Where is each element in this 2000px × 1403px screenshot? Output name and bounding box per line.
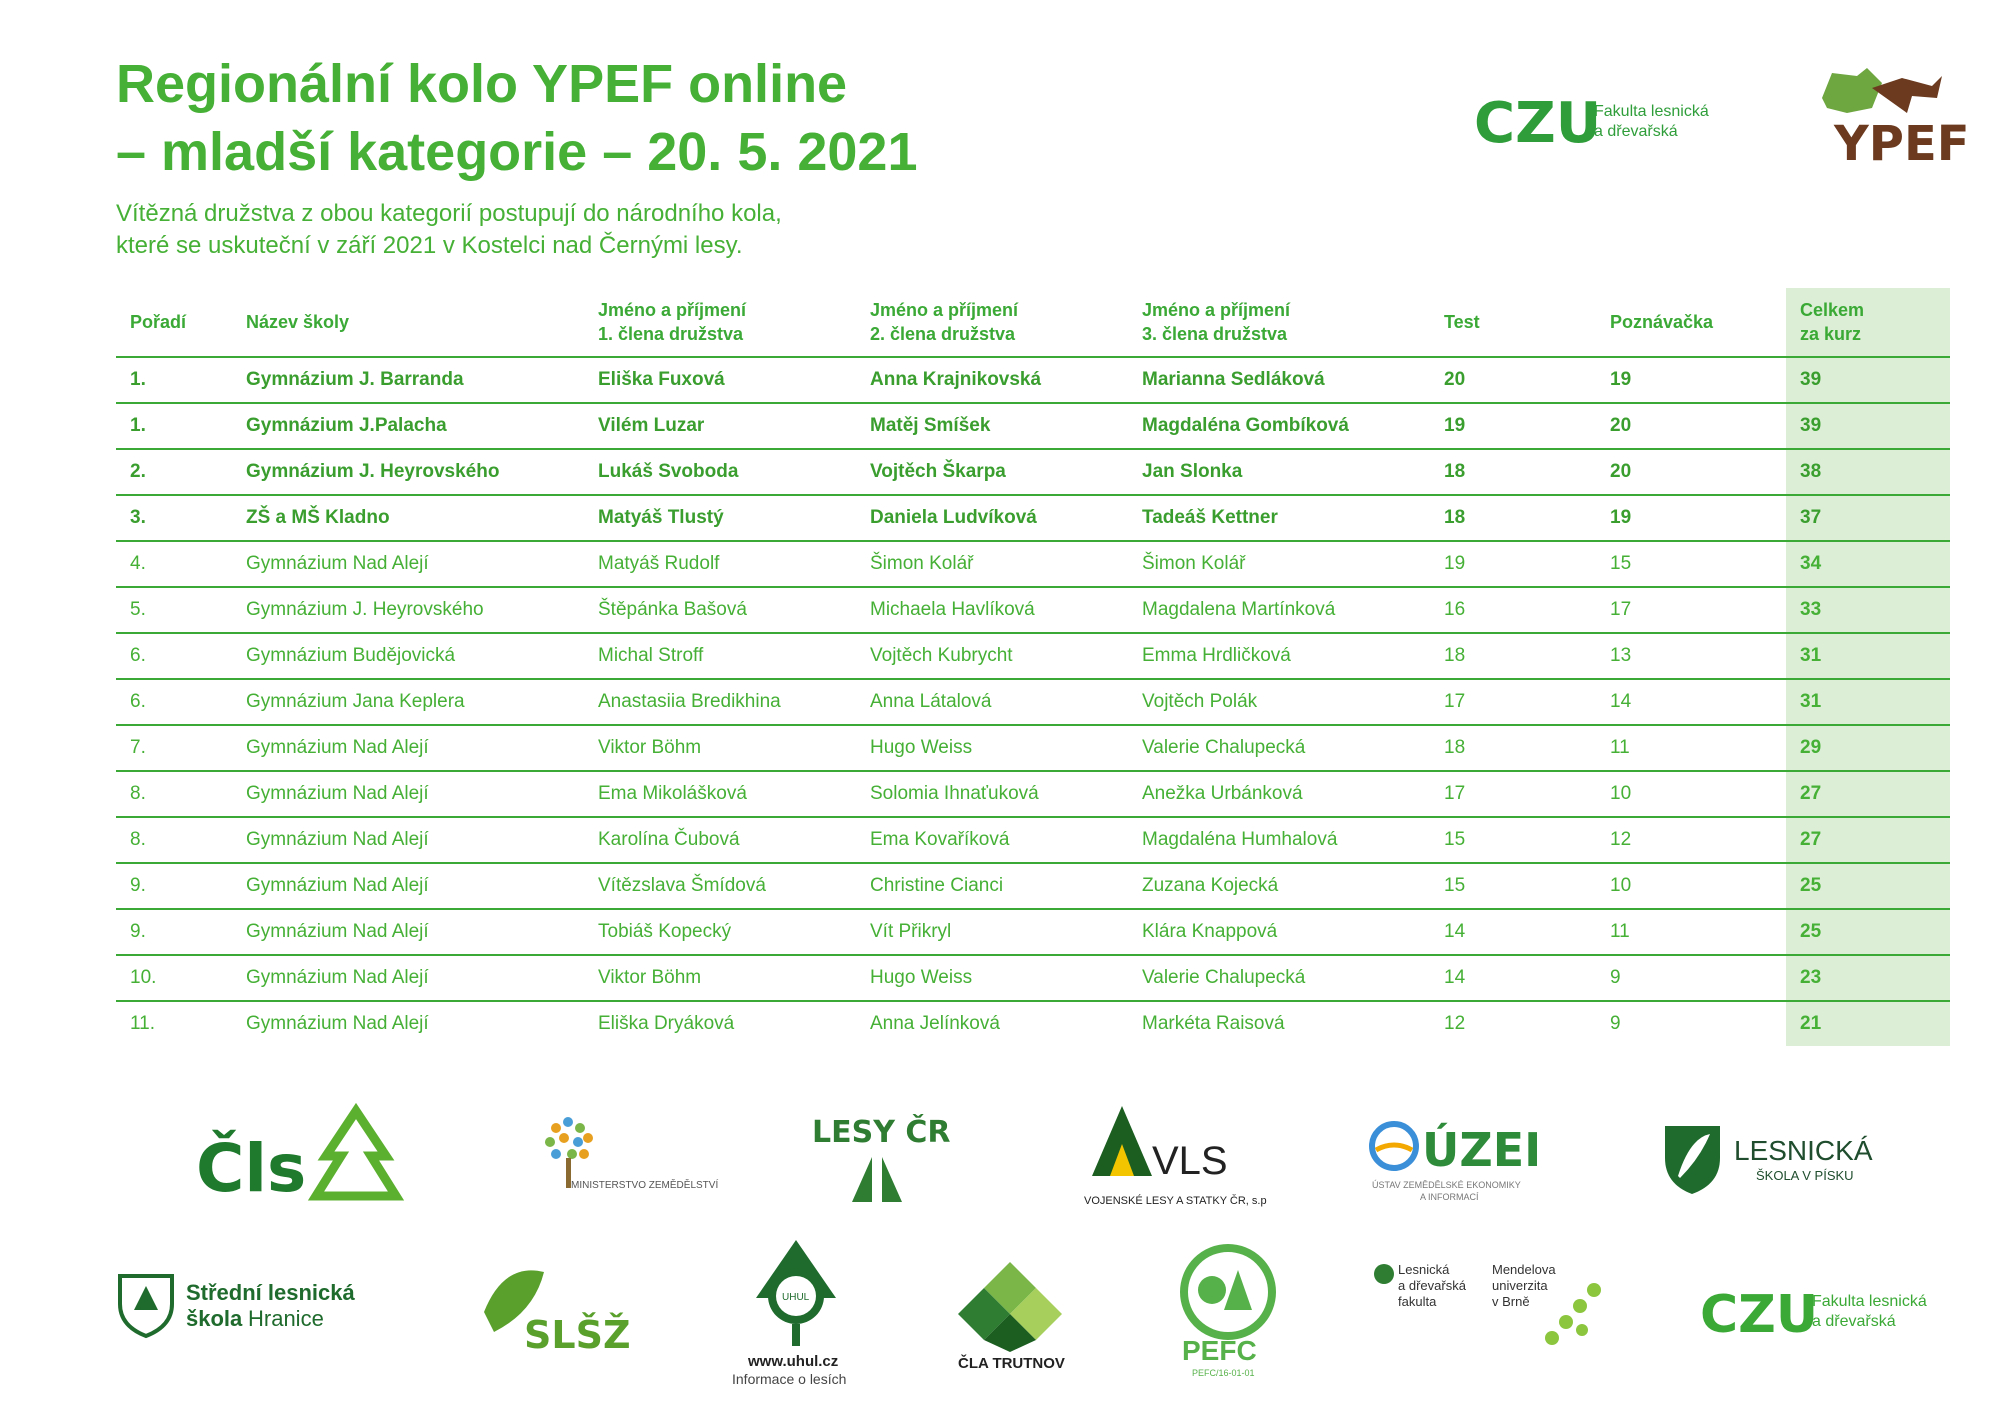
total-score-cell: 31 [1786,679,1950,725]
member-3-cell: Markéta Raisová [1142,1013,1285,1034]
header-rank: Pořadí [116,288,232,357]
member-2-cell: Vojtěch Škarpa [856,449,1128,495]
svg-text:www.uhul.cz: www.uhul.cz [748,1353,839,1370]
header-total: Celkem za kurz [1786,288,1950,357]
rank-cell: 5. [116,587,232,633]
table-row [116,817,1950,863]
quiz-score-cell: 15 [1596,541,1786,587]
title-line-2: – mladší kategorie – 20. 5. 2021 [116,122,918,182]
slsz-logo [474,1262,644,1367]
header-test: Test [1430,288,1596,357]
quiz-score-cell: 17 [1596,587,1786,633]
lesnicka-logo-text: LESNICKÁ [1734,1135,1873,1166]
total-score-cell: 23 [1786,955,1950,1001]
member-1-cell: Eliška Fuxová [584,357,856,403]
svg-text:fakulta: fakulta [1398,1294,1437,1309]
header-quiz: Poznávačka [1596,288,1786,357]
table-row [116,771,1950,817]
test-score-cell: 20 [1430,357,1596,403]
cls-logo-text: Čls [196,1130,307,1207]
member-1-cell: Vilém Luzar [584,403,856,449]
svg-text:Fakulta lesnická: Fakulta lesnická [1812,1293,1927,1310]
quiz-score-cell: 19 [1596,495,1786,541]
svg-text:Mendelova: Mendelova [1492,1262,1556,1277]
quiz-score-cell: 10 [1596,771,1786,817]
member-1-cell: Viktor Böhm [584,725,856,771]
vls-logo [1082,1104,1302,1219]
total-score-cell: 39 [1786,403,1950,449]
svg-text:PEFC/16-01-01: PEFC/16-01-01 [1192,1368,1255,1378]
pefc-circle-icon [1184,1248,1272,1336]
lesnicka-skola-pisek-logo [1660,1118,1890,1203]
member-2-cell: Matěj Smíšek [856,403,1128,449]
school-cell: Gymnázium Jana Keplera [232,679,584,725]
rank-cell: 4. [116,541,232,587]
svg-text:v Brně: v Brně [1492,1294,1530,1309]
recycle-tree-icon [316,1111,396,1196]
test-score-cell: 14 [1430,909,1596,955]
test-score-cell: 12 [1444,1013,1466,1034]
header-member-2: Jméno a příjmení 2. člena družstva [856,288,1128,357]
header-member-3: Jméno a příjmení 3. člena družstva [1128,288,1430,357]
total-score-cell: 38 [1786,449,1950,495]
mendel-logo [1372,1260,1622,1365]
test-score-cell: 19 [1430,403,1596,449]
member-2-cell: Daniela Ludvíková [856,495,1128,541]
quiz-score-cell: 10 [1596,863,1786,909]
member-2-cell: Anna Jelínková [870,1013,1000,1034]
rank-cell: 1. [116,357,232,403]
lesycr-mark-icon [852,1157,902,1202]
member-1-cell: Ema Mikolášková [584,771,856,817]
czu-logo-mark: CZU [1474,91,1602,156]
svg-text:A INFORMACÍ: A INFORMACÍ [1420,1192,1479,1202]
total-score-cell: 29 [1786,725,1950,771]
header-member-1: Jméno a příjmení 1. člena družstva [584,288,856,357]
total-score-cell: 33 [1786,587,1950,633]
test-score-cell: 18 [1430,633,1596,679]
member-2-cell: Anna Látalová [856,679,1128,725]
total-score-cell: 25 [1786,909,1950,955]
table-row [116,909,1950,955]
school-cell: Gymnázium J. Barranda [232,357,584,403]
total-score-cell: 39 [1786,357,1950,403]
member-2-cell: Hugo Weiss [856,725,1128,771]
member-3-cell: Valerie Chalupecká [1128,725,1430,771]
school-cell: Gymnázium J. Heyrovského [232,449,584,495]
rank-cell: 8. [116,817,232,863]
member-3-cell: Šimon Kolář [1128,541,1430,587]
school-cell: Gymnázium Nad Alejí [232,771,584,817]
member-2-cell: Hugo Weiss [856,955,1128,1001]
test-score-cell: 16 [1430,587,1596,633]
rank-cell: 10. [116,955,232,1001]
member-3-cell: Klára Knappová [1128,909,1430,955]
rank-cell: 1. [116,403,232,449]
svg-text:Lesnická: Lesnická [1398,1262,1450,1277]
table-row [116,679,1950,725]
quiz-score-cell: 19 [1596,357,1786,403]
member-1-cell: Viktor Böhm [584,955,856,1001]
total-score-cell: 27 [1786,817,1950,863]
rank-cell: 11. [130,1013,156,1034]
test-score-cell: 14 [1430,955,1596,1001]
table-row [116,725,1950,771]
svg-text:CZU: CZU [1700,1285,1819,1345]
member-3-cell: Magdaléna Gombíková [1128,403,1430,449]
member-3-cell: Marianna Sedláková [1128,357,1430,403]
school-cell: Gymnázium J. Heyrovského [232,587,584,633]
subtitle-line-2: které se uskuteční v září 2021 v Kostelci nad Černými lesy. [116,232,743,259]
member-3-cell: Valerie Chalupecká [1128,955,1430,1001]
svg-text:Hranice: Hranice [248,1306,324,1331]
quiz-score-cell: 11 [1596,725,1786,771]
svg-text:PEFC: PEFC [1182,1335,1257,1366]
school-cell: Gymnázium Budějovická [232,633,584,679]
svg-text:ČLA TRUTNOV: ČLA TRUTNOV [958,1355,1065,1372]
rank-cell: 9. [116,909,232,955]
member-3-cell: Vojtěch Polák [1128,679,1430,725]
member-1-cell: Anastasiia Bredikhina [584,679,856,725]
total-score-cell: 31 [1786,633,1950,679]
member-1-cell: Karolína Čubová [584,817,856,863]
quiz-score-cell: 9 [1596,955,1786,1001]
member-2-cell: Christine Cianci [856,863,1128,909]
test-score-cell: 15 [1430,817,1596,863]
vls-logo-subtext: VOJENSKÉ LESY A STATKY ČR, s.p [1084,1195,1267,1207]
school-cell: Gymnázium Nad Alejí [232,725,584,771]
school-cell: Gymnázium J.Palacha [232,403,584,449]
lesycr-logo-text: LESY ČR [812,1115,951,1150]
page-subtitle [116,198,782,262]
uhul-logo [726,1238,866,1393]
vls-logo-text: VLS [1152,1139,1228,1183]
svg-text:Informace o lesích: Informace o lesích [732,1371,847,1387]
lesycr-logo [812,1112,951,1217]
table-row [116,449,1950,495]
total-score-cell: 27 [1786,771,1950,817]
svg-text:ŠKOLA V PÍSKU: ŠKOLA V PÍSKU [1756,1168,1854,1183]
table-row [116,955,1950,1001]
table-header-row [116,288,1950,357]
rank-cell: 2. [116,449,232,495]
member-3-cell: Jan Slonka [1128,449,1430,495]
results-table [116,288,1950,1046]
pefc-logo [1172,1240,1292,1385]
test-score-cell: 19 [1430,541,1596,587]
czu-logo-bottom [1700,1282,1970,1347]
member-3-cell: Magdalena Martínková [1128,587,1430,633]
header-school: Název školy [232,288,584,357]
school-cell: Gymnázium Nad Alejí [246,1013,429,1034]
subtitle-line-1: Vítězná družstva z obou kategorií postupují do národního kola, [116,200,782,227]
uzei-logo-text: ÚZEI [1422,1123,1542,1177]
quiz-score-cell: 13 [1596,633,1786,679]
test-score-cell: 15 [1430,863,1596,909]
table-row [116,587,1950,633]
svg-text:škola: škola [186,1306,243,1331]
rank-cell: 8. [116,771,232,817]
uzei-logo [1370,1110,1560,1215]
school-cell: Gymnázium Nad Alejí [232,955,584,1001]
school-cell: ZŠ a MŠ Kladno [232,495,584,541]
mze-logo [526,1108,746,1213]
cls-logo [196,1106,416,1211]
title-line-1: Regionální kolo YPEF online [116,54,848,114]
quiz-score-cell: 20 [1596,403,1786,449]
member-1-cell: Eliška Dryáková [598,1013,735,1034]
member-1-cell: Lukáš Svoboda [584,449,856,495]
mendel-seal-icon [1374,1264,1394,1284]
school-cell: Gymnázium Nad Alejí [232,909,584,955]
sls-hranice-logo [116,1270,376,1345]
member-3-cell: Tadeáš Kettner [1128,495,1430,541]
svg-text:univerzita: univerzita [1492,1278,1548,1293]
member-3-cell: Magdaléna Humhalová [1128,817,1430,863]
quiz-score-cell: 20 [1596,449,1786,495]
total-score-cell: 25 [1786,863,1950,909]
svg-text:a dřevařská: a dřevařská [1398,1278,1466,1293]
page-title [116,50,917,186]
svg-text:Střední lesnická: Střední lesnická [186,1280,355,1305]
table-row [116,633,1950,679]
member-1-cell: Vítězslava Šmídová [584,863,856,909]
test-score-cell: 17 [1430,771,1596,817]
czu-faculty-line-1: Fakulta lesnická [1594,103,1709,120]
table-row [116,357,1950,403]
rank-cell: 7. [116,725,232,771]
rank-cell: 9. [116,863,232,909]
table-row [116,541,1950,587]
member-1-cell: Tobiáš Kopecký [584,909,856,955]
czu-logo [1474,92,1774,157]
member-2-cell: Vojtěch Kubrycht [856,633,1128,679]
cla-trutnov-logo [952,1260,1072,1375]
table-row [116,863,1950,909]
member-2-cell: Ema Kovaříková [856,817,1128,863]
member-2-cell: Vít Přikryl [856,909,1128,955]
test-score-cell: 18 [1430,449,1596,495]
member-1-cell: Michal Stroff [584,633,856,679]
rank-cell: 6. [116,633,232,679]
tree-icon [1822,68,1882,113]
test-score-cell: 18 [1430,725,1596,771]
svg-text:a dřevařská: a dřevařská [1812,1313,1896,1330]
ypef-logo [1812,68,1970,173]
tree-dots-icon [545,1117,593,1188]
test-score-cell: 18 [1430,495,1596,541]
mendel-dots-icon [1545,1283,1601,1345]
table-row [116,403,1950,449]
member-1-cell: Štěpánka Bašová [584,587,856,633]
member-3-cell: Emma Hrdličková [1128,633,1430,679]
svg-text:UHUL: UHUL [782,1292,810,1303]
member-1-cell: Matyáš Tlustý [584,495,856,541]
total-score-cell: 21 [1786,1001,1950,1046]
member-2-cell: Anna Krajnikovská [856,357,1128,403]
member-2-cell: Šimon Kolář [856,541,1128,587]
quiz-score-cell: 12 [1596,817,1786,863]
school-cell: Gymnázium Nad Alejí [232,541,584,587]
czu-faculty-line-2: a dřevařská [1594,123,1678,140]
total-score-cell: 37 [1786,495,1950,541]
member-2-cell: Solomia Ihnaťuková [856,771,1128,817]
mze-logo-text: MINISTERSTVO ZEMĚDĚLSTVÍ [571,1180,719,1191]
diamond-pattern-icon [958,1262,1062,1352]
total-score-cell: 34 [1786,541,1950,587]
member-1-cell: Matyáš Rudolf [584,541,856,587]
table-row [116,495,1950,541]
svg-text:ÚSTAV ZEMĚDĚLSKÉ EKONOMIKY: ÚSTAV ZEMĚDĚLSKÉ EKONOMIKY [1372,1180,1521,1190]
table-row [116,1001,1950,1046]
test-score-cell: 17 [1430,679,1596,725]
rank-cell: 3. [116,495,232,541]
member-3-cell: Anežka Urbánková [1128,771,1430,817]
member-3-cell: Zuzana Kojecká [1128,863,1430,909]
school-cell: Gymnázium Nad Alejí [232,863,584,909]
rank-cell: 6. [116,679,232,725]
ypef-logo-text: YPEF [1834,116,1970,172]
school-cell: Gymnázium Nad Alejí [232,817,584,863]
quiz-score-cell: 14 [1596,679,1786,725]
slsz-logo-text: SLŠŽ [524,1313,631,1357]
quiz-score-cell: 11 [1596,909,1786,955]
member-2-cell: Michaela Havlíková [856,587,1128,633]
quiz-score-cell: 9 [1610,1013,1621,1034]
